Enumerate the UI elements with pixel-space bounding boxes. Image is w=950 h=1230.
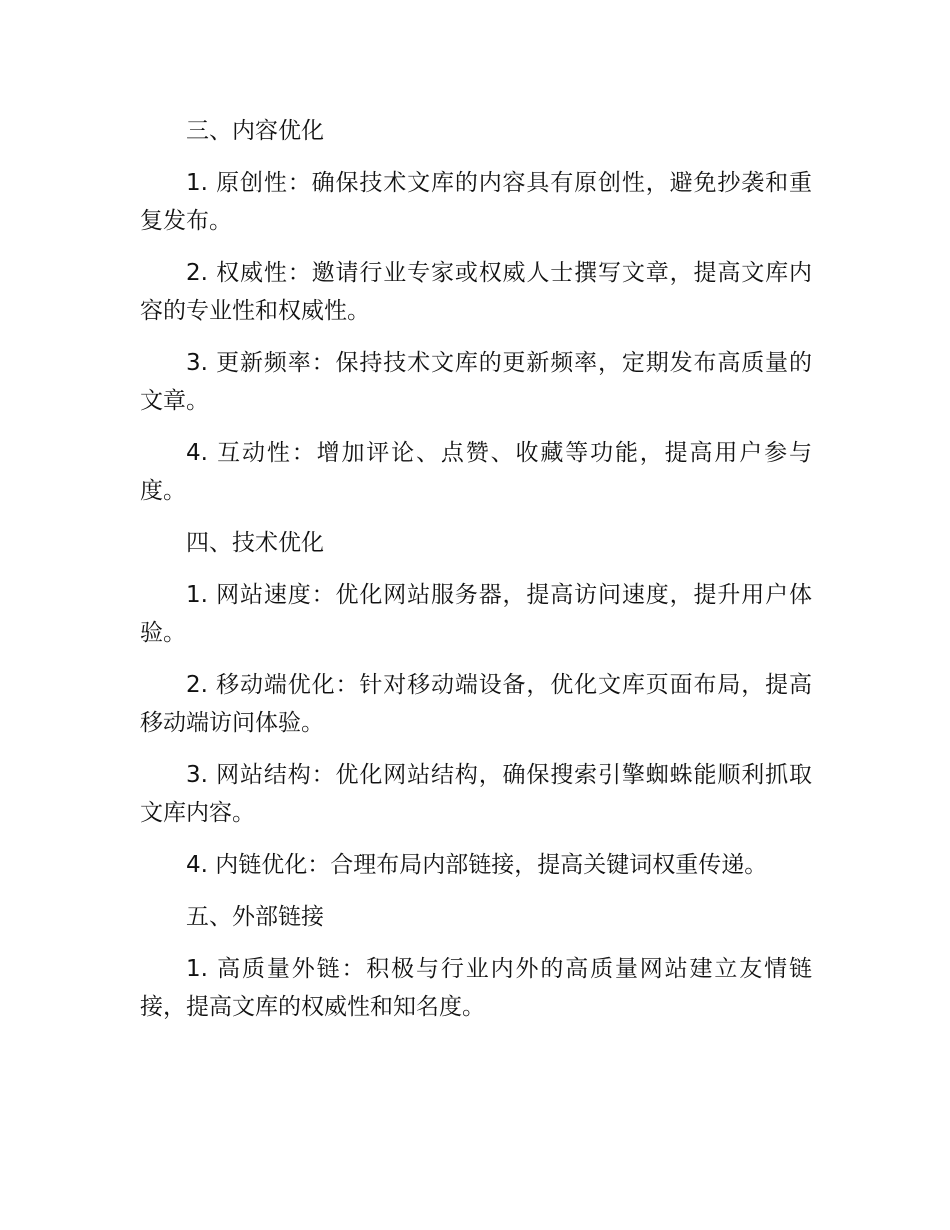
paragraph-site-speed: 1. 网站速度：优化网站服务器，提高访问速度，提升用户体验。 <box>140 582 812 646</box>
paragraph-quality-backlinks: 1. 高质量外链：积极与行业内外的高质量网站建立友情链接，提高文库的权威性和知名度。 <box>140 956 812 1020</box>
paragraph-interactivity: 4. 互动性：增加评论、点赞、收藏等功能，提高用户参与度。 <box>140 440 812 504</box>
paragraph-update-frequency: 3. 更新频率：保持技术文库的更新频率，定期发布高质量的文章。 <box>140 350 812 414</box>
section-heading-external-links: 五、外部链接 <box>186 904 324 930</box>
paragraph-site-structure: 3. 网站结构：优化网站结构，确保搜索引擎蜘蛛能顺利抓取文库内容。 <box>140 762 812 826</box>
paragraph-mobile-optimization: 2. 移动端优化：针对移动端设备，优化文库页面布局，提高移动端访问体验。 <box>140 672 812 736</box>
document-body <box>140 112 812 1040</box>
paragraph-authority: 2. 权威性：邀请行业专家或权威人士撰写文章，提高文库内容的专业性和权威性。 <box>140 260 812 324</box>
paragraph-internal-links: 4. 内链优化：合理布局内部链接，提高关键词权重传递。 <box>186 852 768 878</box>
section-heading-content-optimization: 三、内容优化 <box>186 118 324 144</box>
section-heading-technical-optimization: 四、技术优化 <box>186 530 324 556</box>
paragraph-originality: 1. 原创性：确保技术文库的内容具有原创性，避免抄袭和重复发布。 <box>140 170 812 234</box>
